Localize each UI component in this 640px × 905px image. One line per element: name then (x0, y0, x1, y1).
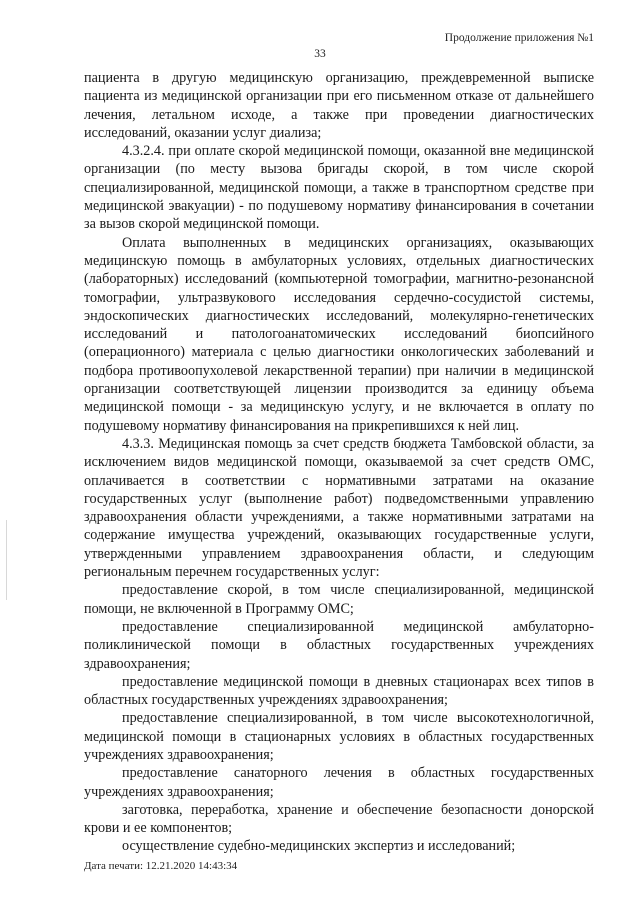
list-item-ambulance: предоставление скорой, в том числе специализированной, медицинской помощи, не включенной в Программу ОМС; (84, 582, 594, 617)
list-item-high-tech: предоставление специализированной, в том числе высокотехнологичной, медицинской помощи в стационарных условиях в областных государственных учреждениях здравоохранения; (84, 710, 594, 763)
list-item-blood-donation: заготовка, переработка, хранение и обеспечение безопасности донорской крови и ее компонентов; (84, 801, 594, 837)
paragraph-continuation: пациента в другую медицинскую организацию, преждевременной выписке пациента из медицинской организации при его письменном отказе от дальнейшего лечения, летальном исходе, а также при проведении диагностических исследований, оказании услуг диализа; (84, 70, 594, 141)
continuation-label: Продолжение приложения №1 (444, 32, 594, 44)
scan-margin-line (6, 520, 7, 600)
paragraph-4-3-3: 4.3.3. Медицинская помощь за счет средств бюджета Тамбовской области, за исключением видов медицинской помощи, оказываемой за счет средств ОМС, оплачивается в соответствии с нормативными затратами на оказание государственных услуг (выполнение работ) подведомственными управлению здравоохранения области учреждениями, а также нормативными затратами на содержание имущества учреждений, оказывающих государственные услуги, утвержденными управлением здравоохранения области, и следующим региональным перечнем государственных услуг: (84, 435, 594, 581)
list-item-sanatorium: предоставление санаторного лечения в областных государственных учреждениях здравоохранения; (84, 765, 594, 800)
page-number: 33 (314, 48, 326, 60)
list-item-outpatient: предоставление специализированной медицинской амбулаторно-поликлинической помощи в областных государственных учреждениях здравоохранения; (84, 618, 594, 672)
paragraph-4-3-2-4: 4.3.2.4. при оплате скорой медицинской помощи, оказанной вне медицинской организации (по месту вызова бригады скорой, в том числе скорой специализированной, медицинской помощи, а также в транспортном средстве при медицинской эвакуации) - по подушевому нормативу финансирования в сочетании за вызов скорой медицинской помощи. (84, 143, 594, 233)
print-date: Дата печати: 12.21.2020 14:43:34 (84, 860, 238, 872)
list-item-forensic: осуществление судебно-медицинских экспертиз и исследований; (122, 838, 516, 855)
document-body (84, 69, 594, 856)
list-item-day-hospital: предоставление медицинской помощи в дневных стационарах всех типов в областных государственных учреждениях здравоохранения; (84, 673, 594, 709)
paragraph-payment-diagnostics: Оплата выполненных в медицинских организациях, оказывающих медицинскую помощь в амбулаторных условиях, отдельных диагностических (лабораторных) исследований (компьютерной томографии, магнитно-резонансной томографии, ультразвукового исследования сердечно-сосудистой системы, эндоскопических диагностических исследований, молекулярно-генетических исследований и патологоанатомических исследований биопсийного (операционного) материала с целью диагностики онкологических заболеваний и подбора противоопухолевой лекарственной терапии) при наличии в медицинской организации соответствующей лицензии производится за единицу объема медицинской помощи - за медицинскую услугу, и не включается в оплату по подушевому нормативу финансирования на прикрепившихся к ней лиц. (84, 234, 594, 434)
